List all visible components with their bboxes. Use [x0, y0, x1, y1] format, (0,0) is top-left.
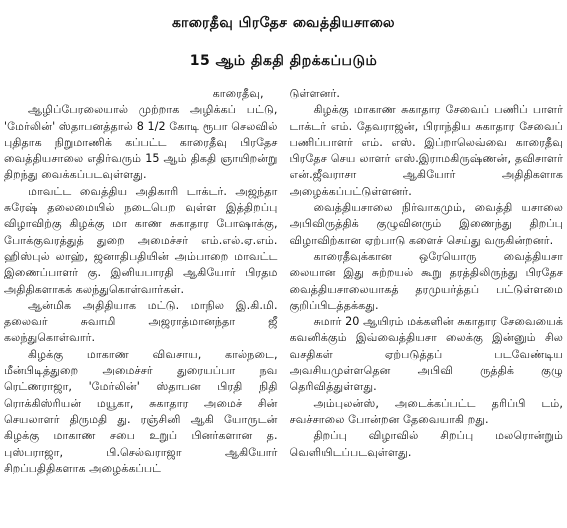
- article-paragraph: கிழக்கு மாகாண சுகாதார சேவைப் பணிப் பாளர் டாக்டர் எம். தேவராஜன், பிராந்திய சுகாதார சேவைப் பணிப்பாளர் எம். எஸ். இப்றாலெவ்வை காரைதீவு பிரதேச செய லாளர் எஸ்.இராமகிருஷ்ணன், தவிசாளர் என்.ஜீவராசா ஆகியோர் அதிதிகளாக அழைக்கப்பட்டுள்ளனர்.: [289, 103, 563, 198]
- article-paragraph: வைத்தியசாலை நிர்வாகமும், வைத்தி யசாலை அபிவிருத்திக் குழுவினரும் இணைந்து திறப்பு விழாவிற்கான ஏற்பாடு களைச் செய்து வருகின்றனர்.: [289, 201, 563, 247]
- article-body: [4, 86, 563, 526]
- article-paragraph: சுமார் 20 ஆயிரம் மக்களின் சுகாதார சேவையைக் கவனிக்கும் இவ்வைத்தியசா லைக்கு இன்னும் சில வசதிகள் ஏற்படுத்தப் படவேண்டிய அவசியமுள்ளதென அபிவி ருத்திக் குழு தெரிவித்துள்ளது.: [289, 315, 563, 394]
- article-headline: [0, 0, 567, 80]
- article-paragraph-continuation: டுள்ளனர்.: [289, 87, 340, 100]
- headline-line-1: காரைதீவு பிரதேச வைத்தியசாலை: [171, 15, 395, 31]
- article-paragraph: கிழக்கு மாகாண விவசாய, கால்நடை, மீன்பிடித்துறை அமைச்சர் துரையப்பா நவ ரெட்ணராஜா, 'மேர்லின்' ஸ்தாபன பிரதி நிதி ரொக்கிஸ்ரியன் மயூகா, சுகாதார அமைச் சின் செயலாளர் திருமதி து. ரஞ்சினி ஆகி யோருடன் கிழக்கு மாகாண சபை உறுப் பினர்களான த. புஸ்பராஜா, பி.செல்வராஜா ஆகியோர் சிறப்பதிதிகளாக அழைக்கப்பட்: [4, 347, 278, 475]
- article-paragraph: ஆழிப்பேரலையால் முற்றாக அழிக்கப் பட்டு, 'மேர்லின்' ஸ்தாபனத்தால் 8 1/2 கோடி ரூபா செலவில் புதிதாக நிறுமாணிக் கப்பட்ட காரைதீவு பிரதேச வைத்தியசாலை எதிர்வரும் 15 ஆம் திகதி ஞாயிறன்று திறந்து வைக்கப்படவுள்ளது.: [4, 103, 278, 182]
- article-column-left: [4, 86, 278, 526]
- article-paragraph: அம்புலன்ஸ், அடைக்கப்பட்ட தரிப்பி டம், சவச்சாலை போன்றன தேவையாகி றது.: [289, 396, 563, 426]
- article-column-right: [290, 86, 564, 526]
- article-paragraph: மாவட்ட வைத்திய அதிகாரி டாக்டர். அஜந்தா சுரேஷ் தலைமையில் நடைபெற வுள்ள இத்திறப்பு விழாவிற்கு கிழக்கு மா காண சுகாதார போஷாக்கு, போக்குவரத்துத் துறை அமைச்சர் எம்.எல்.ஏ.எம். ஹிஸ்புல் லாஹ், ஜனாதிபதியின் அம்பாறை மாவட்ட இணைப்பாளர் கு. இனியபாரதி ஆகியோர் பிரதம அதிதிகளாகக் கலந்துகொள்வார்கள்.: [4, 184, 278, 296]
- headline-line-2: 15 ஆம் திகதி திறக்கப்படும்: [189, 53, 378, 69]
- article-paragraph: ஆன்மிக அதிதியாக மட்டு. மாநில இ.கி.மி. தலைவர் சுவாமி அஜராத்மானந்தா ஜீ கலந்துகொள்வார்.: [4, 298, 278, 345]
- dateline: காரைதீவு,: [212, 87, 264, 100]
- article-paragraph: காரைதீவுக்கான ஒரேயொரு வைத்தியசா லையான இது சுற்றயல் கூறு தரத்திலிருந்து பிரதேச வைத்தியசாலையாகத் தரமுயர்த்தப் பட்டுள்ளமை குறிப்பிடத்தக்கது.: [289, 249, 563, 312]
- article-paragraph: திறப்பு விழாவில் சிறப்பு மலரொன்றும் வெளியிடப்படவுள்ளது.: [289, 429, 563, 459]
